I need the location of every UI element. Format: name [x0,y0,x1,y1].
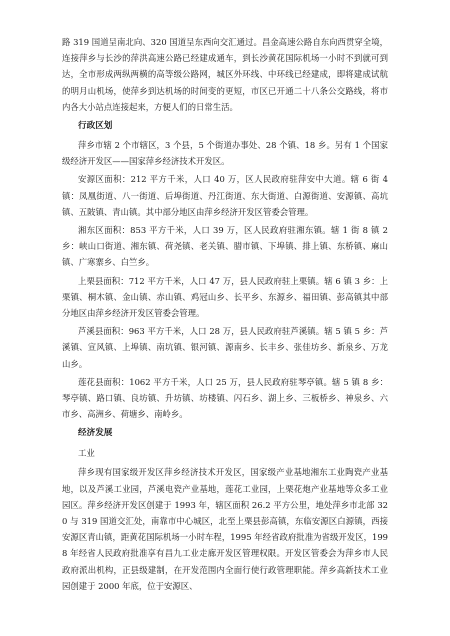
intro-paragraph: 路 319 国道呈南北向、320 国道呈东西向交汇通过。昌金高速公路自东向西贯穿全境，连接萍乡与长沙的萍洪高速公路已经建成通车，到长沙黄花国际机场一小时不到就可到达，全市形成两纵两横的高等级公路网，城区外环线、中环线已经建成，即将建成试航的明月山机场，使萍乡到达机场的时间变的更短，市区已开通二十八条公交路线，将市内各大小站点连接起来，方便人们的日常生活。 [62,37,388,112]
admin-paragraph-overview: 萍乡市辖 2 个市辖区，3 个县，5 个街道办事处、28 个镇、18 乡。另有 1 个国家级经济开发区——国家萍乡经济技术开发区。 [62,140,388,167]
admin-paragraph-lianhua: 莲花县面积：1062 平方千米，人口 25 万，县人民政府驻琴亭镇。辖 5 镇 8 乡：琴亭镇、路口镇、良坊镇、升坊镇、坊楼镇、闪石乡、湖上乡、三板桥乡、神泉乡、六市乡、高洲乡、荷塘乡、南岭乡。 [62,376,388,420]
section-heading-admin: 行政区划 [78,121,113,132]
economy-paragraph-industry: 萍乡现有国家级开发区萍乡经济技术开发区，国家级产业基地湘东工业陶瓷产业基地，以及芦溪工业园，芦溪电瓷产业基地，莲花工业园，上栗花炮产业基地等众多工业园区。萍乡经济开发区创建于 1993 年，辖区面积 26.2 平方公里，地处萍乡市北部 320 与 319 国道交汇处，南靠市中心城区，北至上栗县彭高镇，东临安源区白源镇，西接安源区青山镇，距黄花国际机场一小时车程，1995 年经省政府批准为省级开发区，1998 年经省人民政府批准享有昌九工业走廊开发区管理权限。开发区管委会为萍乡市人民政府派出机构，正县级建制，在开发范围内全面行使行政管理职能。萍乡高新技术工业园创建于 2000 年底，位于安源区、 [62,467,388,591]
admin-paragraph-luxi: 芦溪县面积：963 平方千米，人口 28 万，县人民政府驻芦溪镇。辖 5 镇 5 乡：芦溪镇、宣风镇、上埠镇、南坑镇、银河镇、源南乡、长丰乡、张佳坊乡、新泉乡、万龙山乡。 [62,326,388,369]
section-heading-economy: 经济发展 [78,428,113,439]
admin-paragraph-shangli: 上栗县面积：712 平方千米，人口 47 万，县人民政府驻上栗镇。辖 6 镇 3 乡：上栗镇、桐木镇、金山镇、赤山镇、鸡冠山乡、长平乡、东源乡、福田镇、彭高镇其中部分地区由萍乡经济开发区管委会管理。 [62,275,388,319]
subheading-industry: 工业 [78,448,95,459]
admin-paragraph-xiangdong: 湘东区面积：853 平方千米，人口 39 万，区人民政府驻湘东镇。辖 1 街 8 镇 2 乡：峡山口街道、湘东镇、荷尧镇、老关镇、腊市镇、下埠镇、排上镇、东桥镇、麻山镇、广寒寨乡、白竺乡。 [62,225,388,268]
admin-paragraph-anyuan: 安源区面积：212 平方千米，人口 40 万，区人民政府驻萍安中大道。辖 6 街 4 镇：凤凰街道、八一街道、后埠街道、丹江街道、东大街道、白源街道、安源镇、高坑镇、五陂镇、青山镇。其中部分地区由萍乡经济开发区管委会管理。 [62,174,388,217]
